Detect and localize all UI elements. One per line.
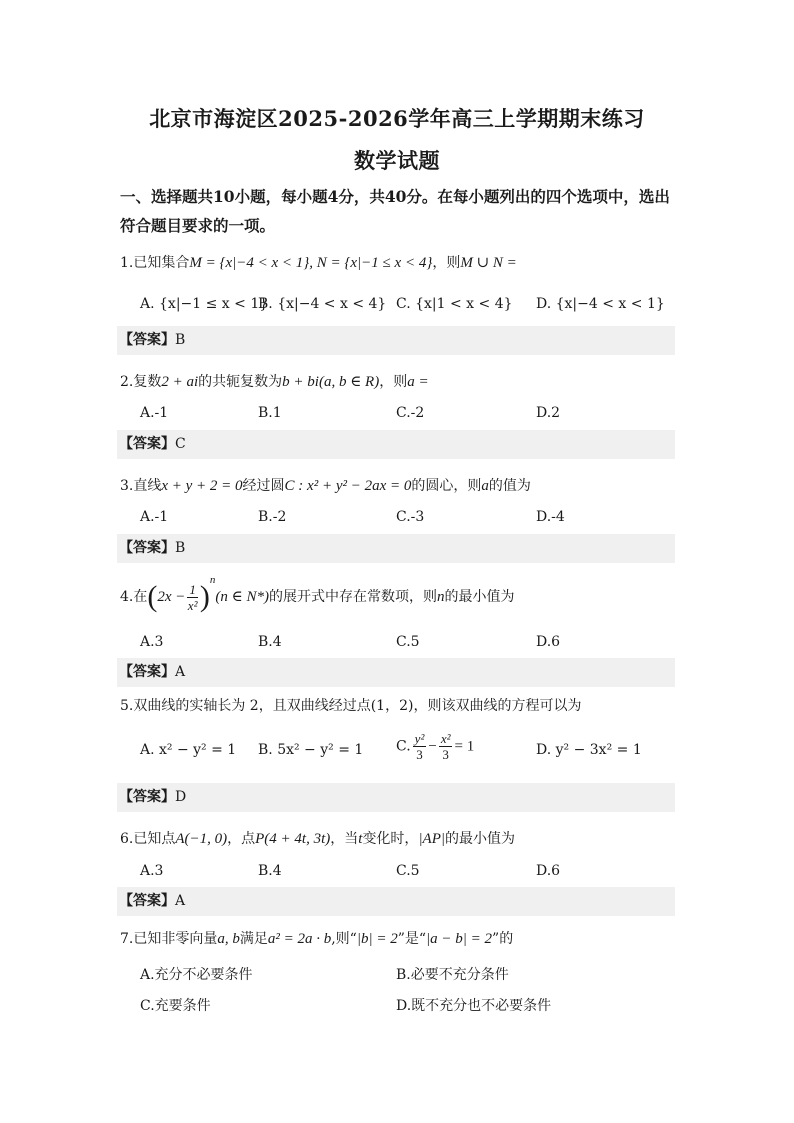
q5-option-d: D. y² − 3x² = 1 <box>536 742 642 758</box>
q7-math3: |b| = 2 <box>356 931 398 947</box>
q3-math3: a <box>481 478 489 494</box>
q4-option-b: B.4 <box>258 634 282 650</box>
answer-label: 【答案】 <box>119 893 175 909</box>
q3-mid2: 的圆心，则 <box>411 478 482 494</box>
question-5: 5.双曲线的实轴长为 2，且双曲线经过点(1，2)，则该双曲线的方程可以为 <box>120 698 582 714</box>
q5-frac-2-num: x² <box>440 731 451 746</box>
q3-post: 的值为 <box>488 478 531 494</box>
q1-text: 1.已知集合 <box>120 255 190 271</box>
q4-math3: n <box>437 589 445 605</box>
q3-option-c: C.-3 <box>396 509 425 525</box>
answer-value: A <box>175 893 186 909</box>
q4-post: 的最小值为 <box>444 589 515 605</box>
q7-option-b: B.必要不充分条件 <box>396 967 509 983</box>
q5-option-c-label: C. <box>396 738 411 755</box>
q1-option-d: D. {x|−4 < x < 1} <box>536 296 665 312</box>
q4-text: 4.在 <box>120 589 148 605</box>
q2-math3: a = <box>407 374 429 390</box>
q6-mid3: 变化时， <box>362 831 419 847</box>
q4-close-paren: ) <box>199 580 210 613</box>
q2-option-b: B.1 <box>258 405 282 421</box>
answer-value: C <box>175 436 186 452</box>
q6-post: 的最小值为 <box>445 831 516 847</box>
q6-option-d: D.6 <box>536 863 561 879</box>
q6-answer <box>117 887 675 916</box>
q5-option-b: B. 5x² − y² = 1 <box>258 742 364 758</box>
q2-text: 2.复数 <box>120 374 162 390</box>
q6-option-c: C.5 <box>396 863 420 879</box>
question-6 <box>120 829 680 849</box>
q2-math2: b + bi(a, b ∈ R) <box>282 374 380 390</box>
answer-label: 【答案】 <box>119 436 175 452</box>
q6-math2: P(4 + 4t, 3t) <box>255 831 331 847</box>
q2-math: 2 + ai <box>161 374 199 390</box>
q3-mid: 经过圆 <box>242 478 285 494</box>
q3-option-a: A.-1 <box>140 509 169 525</box>
answer-label: 【答案】 <box>119 789 175 805</box>
q5-option-a: A. x² − y² = 1 <box>140 742 237 758</box>
answer-value: D <box>175 789 187 805</box>
q4-mid: 的展开式中存在常数项，则 <box>269 589 437 605</box>
question-2 <box>120 372 680 392</box>
answer-label: 【答案】 <box>119 540 175 556</box>
q3-text: 3.直线 <box>120 478 162 494</box>
q6-option-b: B.4 <box>258 863 282 879</box>
q4-fraction <box>187 582 198 613</box>
q1-post: ，则 <box>432 255 461 271</box>
q7-math4: |a − b| = 2 <box>426 931 493 947</box>
q4-math2: (n ∈ N*) <box>215 589 269 605</box>
q4-option-d: D.6 <box>536 634 561 650</box>
q4-frac-num: 1 <box>189 581 196 597</box>
question-3 <box>120 476 680 496</box>
q3-answer <box>117 534 675 563</box>
q2-post: ，则 <box>379 374 408 390</box>
q7-option-a: A.充分不必要条件 <box>140 967 253 983</box>
answer-value: B <box>175 540 186 556</box>
q1-option-a: A. {x|−1 ≤ x < 1} <box>140 296 269 312</box>
q5-answer <box>117 783 675 812</box>
answer-label: 【答案】 <box>119 332 175 348</box>
q7-mid2: ,则“ <box>331 931 357 947</box>
q5-frac-1-num: y² <box>414 731 425 746</box>
page-title: 北京市海淀区2025-2026学年高三上学期期末练习 <box>149 106 645 131</box>
q5-frac-1-den: 3 <box>416 747 423 762</box>
q2-mid: 的共轭复数为 <box>198 374 283 390</box>
question-4 <box>120 570 680 620</box>
answer-value: A <box>175 664 186 680</box>
q1-math: M = {x|−4 < x < 1}, N = {x|−1 ≤ x < 4} <box>189 255 433 271</box>
q7-mid3: ”是“ <box>397 931 427 947</box>
q6-mid: ，点 <box>227 831 256 847</box>
question-1 <box>120 253 680 273</box>
q1-option-b: B. {x|−4 < x < 4} <box>258 296 387 312</box>
q2-option-a: A.-1 <box>140 405 169 421</box>
q6-text: 6.已知点 <box>120 831 176 847</box>
q1-math2: M ∪ N = <box>460 255 517 271</box>
q3-option-b: B.-2 <box>258 509 287 525</box>
q2-answer <box>117 430 675 459</box>
q5-frac-1 <box>413 731 427 762</box>
q7-math: a, b <box>217 931 240 947</box>
q7-math2: a² = 2a · b <box>267 931 332 947</box>
q7-option-d: D.既不充分也不必要条件 <box>396 998 552 1014</box>
page-subtitle: 数学试题 <box>354 148 440 173</box>
answer-value: B <box>175 332 186 348</box>
q7-post: ”的 <box>492 931 514 947</box>
q7-option-c: C.充要条件 <box>140 998 211 1014</box>
q6-option-a: A.3 <box>140 863 164 879</box>
q6-math4: |AP| <box>418 831 446 847</box>
q1-answer <box>117 326 675 355</box>
q4-answer <box>117 658 675 687</box>
q4-option-a: A.3 <box>140 634 164 650</box>
q5-frac-2 <box>439 731 453 762</box>
q4-option-c: C.5 <box>396 634 420 650</box>
q4-exponent: n <box>209 574 216 586</box>
q2-option-c: C.-2 <box>396 405 425 421</box>
q5-frac-2-den: 3 <box>442 747 449 762</box>
q2-option-d: D.2 <box>536 405 561 421</box>
q3-math2: C : x² + y² − 2ax = 0 <box>284 478 412 494</box>
q7-text: 7.已知非零向量 <box>120 931 218 947</box>
q6-mid2: ，当 <box>330 831 359 847</box>
q5-option-c <box>396 731 474 762</box>
section-heading: 一、选择题共10小题，每小题4分，共40分。在每小题列出的四个选项中，选出符合题目要求的一项。 <box>120 187 670 235</box>
q6-math3: t <box>358 831 363 847</box>
q4-open-paren: ( <box>147 580 158 613</box>
q3-option-d: D.-4 <box>536 509 565 525</box>
q1-option-c: C. {x|1 < x < 4} <box>396 296 513 312</box>
q5-option-c-rest: = 1 <box>454 738 475 755</box>
q3-math: x + y + 2 = 0 <box>161 478 243 494</box>
q7-mid: 满足 <box>239 931 268 947</box>
q5-minus: − <box>428 738 437 755</box>
answer-label: 【答案】 <box>119 664 175 680</box>
q4-frac-den: x² <box>187 597 198 613</box>
q6-math: A(−1, 0) <box>175 831 228 847</box>
q4-math: 2x − <box>157 589 186 605</box>
question-7 <box>120 929 680 949</box>
